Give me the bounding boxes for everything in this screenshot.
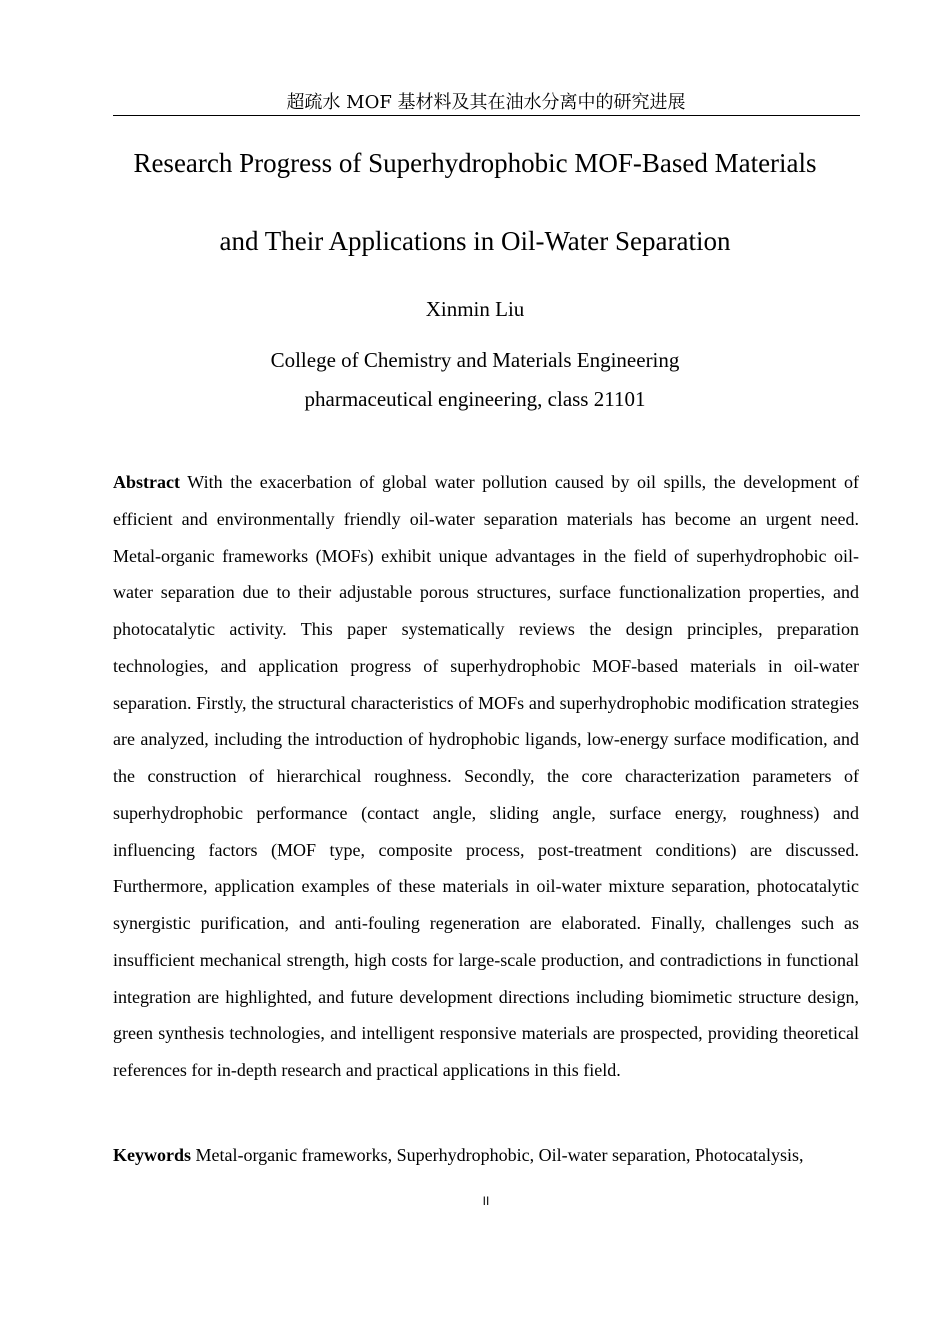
page-number: II bbox=[482, 1194, 490, 1208]
keywords-label: Keywords bbox=[113, 1145, 191, 1165]
running-header: 超疏水 MOF 基材料及其在油水分离中的研究进展 bbox=[286, 92, 686, 113]
abstract-label: Abstract bbox=[113, 472, 180, 492]
keywords-text: Metal-organic frameworks, Superhydrophobic, Oil-water separation, Photocatalysis, bbox=[195, 1145, 804, 1165]
abstract-text: With the exacerbation of global water pollution caused by oil spills, the development of efficient and environmentally friendly oil-water separation materials has become an urgent need. Metal-organic frameworks (MOFs) exhibit unique advantages in the field of superhydrophobic oil-water separation due to their adjustable porous structures, surface functionalization properties, and photocatalytic activity. This paper systematically reviews the design principles, preparation technologies, and application progress of superhydrophobic MOF-based materials in oil-water separation. Firstly, the structural characteristics of MOFs and superhydrophobic modification strategies are analyzed, including the introduction of hydrophobic ligands, low-energy surface modification, and the construction of hierarchical roughness. Secondly, the core characterization parameters of superhydrophobic performance (contact angle, sliding angle, surface energy, roughness) and influencing factors (MOF type, composite process, post-treatment conditions) are discussed. Furthermore, application examples of these materials in oil-water mixture separation, photocatalytic synergistic purification, and anti-fouling regeneration are elaborated. Finally, challenges such as insufficient mechanical strength, high costs for large-scale production, and contradictions in functional integration are highlighted, and future development directions including biomimetic structure design, green synthesis technologies, and intelligent responsive materials are prospected, providing theoretical references for in-depth research and practical applications in this field. bbox=[113, 472, 860, 1080]
title-line-1: Research Progress of Superhydrophobic MOF-Based Materials bbox=[133, 148, 817, 178]
abstract bbox=[113, 464, 859, 1089]
author-name: Xinmin Liu bbox=[425, 297, 525, 321]
title-line-2: and Their Applications in Oil-Water Separation bbox=[219, 226, 731, 256]
header-rule bbox=[113, 115, 860, 116]
keywords bbox=[113, 1140, 859, 1170]
author-class: pharmaceutical engineering, class 21101 bbox=[304, 387, 646, 411]
author-college: College of Chemistry and Materials Engineering bbox=[270, 348, 680, 372]
